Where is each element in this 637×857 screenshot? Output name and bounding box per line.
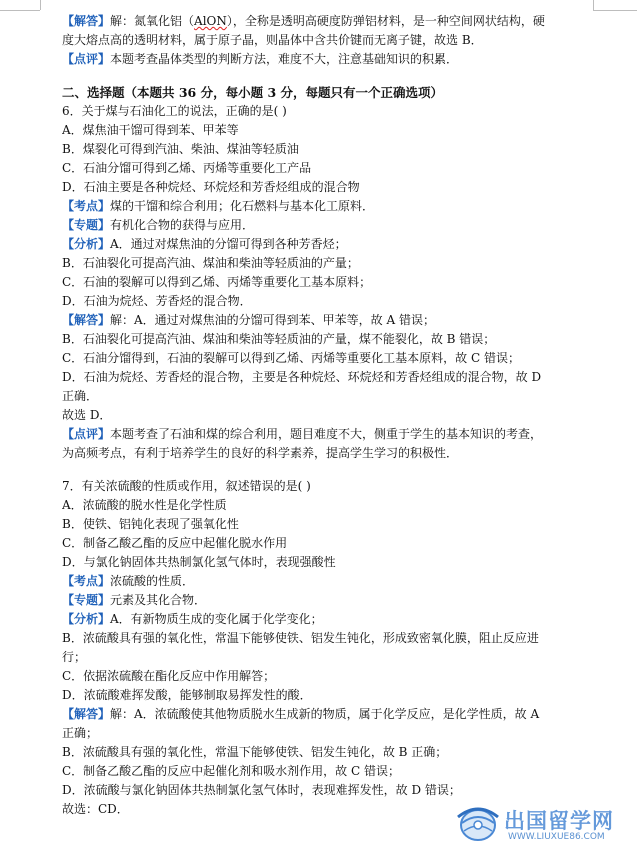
paragraph-gap: [62, 463, 602, 477]
text-line: [62, 31, 602, 50]
text-line: [62, 629, 602, 648]
line-text: 故选 D．: [62, 408, 112, 422]
line-text: 故选：CD．: [62, 802, 129, 816]
line-text: A．有新物质生成的变化属于化学变化；: [110, 612, 323, 626]
line-text: A．通过对煤焦油的分馏可得到各种芳香烃；: [110, 237, 347, 251]
paragraph-gap: [62, 69, 602, 83]
margin-mark-left-v: [40, 0, 41, 10]
line-text: 度大熔点高的透明材料，属于原子晶，则晶体中含共价键而无离子键，故选 B．: [62, 33, 483, 47]
section-tag: 【点评】: [62, 427, 111, 441]
section-heading: [62, 83, 602, 102]
line-text: 本题考查晶体类型的判断方法，难度不大，注意基础知识的积累．: [110, 52, 459, 66]
line-text: C．石油分馏可得到乙烯、丙烯等重要化工产品: [62, 161, 312, 175]
line-text: B．浓硫酸具有强的氧化性，常温下能够使铁、铝发生钝化，形成致密氧化膜，阻止反应进: [62, 631, 539, 645]
line-text: C．制备乙酸乙酯的反应中起催化脱水作用: [62, 536, 288, 550]
line-text: A．煤焦油干馏可得到苯、甲苯等: [62, 123, 239, 137]
line-text: 解：A．通过对煤焦油的分馏可得到苯、甲苯等，故 A 错误；: [110, 313, 435, 327]
line-text: C．石油的裂解可以得到乙烯、丙烯等重要化工基本原料；: [62, 275, 372, 289]
text-line: [62, 197, 602, 216]
line-text: B．浓硫酸具有强的氧化性，常温下能够使铁、铝发生钝化，故 B 正确；: [62, 745, 448, 759]
line-text: 浓硫酸的性质．: [110, 574, 195, 588]
text-line: [62, 254, 602, 273]
text-line: [62, 349, 602, 368]
text-line: [62, 330, 602, 349]
line-text: C．制备乙酸乙酯的反应中起催化剂和吸水剂作用，故 C 错误；: [62, 764, 400, 778]
section-tag: 【专题】: [62, 218, 111, 232]
text-line: [62, 406, 602, 425]
line-text: B．石油裂化可提高汽油、煤油和柴油等轻质油的产量，煤不能裂化，故 B 错误；: [62, 332, 496, 346]
line-text: 为高频考点，有利于培养学生的良好的科学素养，提高学生学习的积极性．: [62, 446, 459, 460]
line-text: 煤的干馏和综合利用；化石燃料与基本化工原料．: [110, 199, 375, 213]
text-line: [62, 667, 602, 686]
line-text: D．石油为烷烃、芳香烃的混合物．: [62, 294, 252, 308]
text-line: [62, 553, 602, 572]
section-tag: 【考点】: [62, 574, 111, 588]
text-line: [62, 292, 602, 311]
text-line: [62, 444, 602, 463]
text-line: [62, 102, 602, 121]
text-line: [62, 368, 602, 387]
section-tag: 【解答】: [62, 707, 111, 721]
margin-mark-right: [593, 10, 637, 11]
text-line: [62, 534, 602, 553]
globe-logo-icon: [456, 803, 500, 843]
line-text: C．石油分馏得到，石油的裂解可以得到乙烯、丙烯等重要化工基本原料，故 C 错误；: [62, 351, 520, 365]
document-body: [62, 12, 602, 819]
line-text: B．石油裂化可提高汽油、煤油和柴油等轻质油的产量；: [62, 256, 359, 270]
margin-mark-left: [0, 10, 40, 11]
text-line: [62, 387, 602, 406]
site-watermark: [456, 801, 631, 851]
text-line: [62, 648, 602, 667]
text-line: [62, 572, 602, 591]
text-line: [62, 311, 602, 330]
line-text: 行；: [62, 650, 87, 664]
section-tag: 【点评】: [62, 52, 111, 66]
text-line: [62, 591, 602, 610]
line-text: 元素及其化合物．: [110, 593, 207, 607]
text-line: [62, 724, 602, 743]
text-line: [62, 762, 602, 781]
text-line: [62, 121, 602, 140]
spellcheck-underlined-term: AlON: [194, 14, 227, 28]
line-text: D．浓硫酸与氯化钠固体共热制氯化氢气体时，表现难挥发性，故 D 错误；: [62, 783, 461, 797]
text-line: [62, 159, 602, 178]
line-text: 二、选择题（本题共 36 分，每小题 3 分，每题只有一个正确选项）: [62, 85, 444, 100]
line-text: D．石油为烷烃、芳香烃的混合物，主要是各种烷烃、环烷烃和芳香烃组成的混合物，故 D: [62, 370, 542, 384]
text-line: [62, 515, 602, 534]
line-text: B．煤裂化可得到汽油、柴油、煤油等轻质油: [62, 142, 299, 156]
section-tag: 【解答】: [62, 14, 111, 28]
text-line: [62, 610, 602, 629]
line-text: 正确．: [62, 389, 99, 403]
text-line: [62, 686, 602, 705]
section-tag: 【解答】: [62, 313, 111, 327]
line-text: C．依据浓硫酸在酯化反应中作用解答；: [62, 669, 276, 683]
text-line: [62, 425, 602, 444]
margin-mark-right-v: [593, 0, 594, 10]
line-text: D．浓硫酸难挥发酸，能够制取易挥发性的酸．: [62, 688, 312, 702]
text-line: [62, 12, 602, 31]
text-line: [62, 273, 602, 292]
line-text: 解：A．浓硫酸使其他物质脱水生成新的物质，属于化学反应，是化学性质，故 A: [110, 707, 540, 721]
section-tag: 【考点】: [62, 199, 111, 213]
section-tag: 【专题】: [62, 593, 111, 607]
section-tag: 【分析】: [62, 237, 111, 251]
line-text: A．浓硫酸的脱水性是化学性质: [62, 498, 227, 512]
text-line: [62, 781, 602, 800]
line-text: 7．有关浓硫酸的性质或作用，叙述错误的是( ): [62, 479, 311, 493]
section-tag: 【分析】: [62, 612, 111, 626]
line-text: D．石油主要是各种烷烃、环烷烃和芳香烃组成的混合物: [62, 180, 360, 194]
line-text: D．与氯化钠固体共热制氯化氢气体时，表现强酸性: [62, 555, 336, 569]
line-text: 6．关于煤与石油化工的说法，正确的是( ): [62, 104, 287, 118]
text-line: [62, 743, 602, 762]
watermark-name: 出国留学网: [504, 809, 614, 833]
watermark-url: WWW.LIUXUE86.COM: [508, 832, 605, 842]
text-line: [62, 705, 602, 724]
line-text-prefix: 解：氮氧化铝（: [110, 14, 195, 28]
line-text: 正确；: [62, 726, 99, 740]
line-text: 本题考查了石油和煤的综合利用，题目难度不大，侧重于学生的基本知识的考查，: [110, 427, 543, 441]
text-line: [62, 140, 602, 159]
line-text: 有机化合物的获得与应用．: [110, 218, 255, 232]
text-line: [62, 496, 602, 515]
text-line: [62, 477, 602, 496]
text-line: [62, 50, 602, 69]
line-text: B．使铁、铝钝化表现了强氧化性: [62, 517, 239, 531]
text-line: [62, 235, 602, 254]
line-text: ），全称是透明高硬度防弹铝材料，是一种空间网状结构，硬: [226, 14, 545, 28]
text-line: [62, 216, 602, 235]
text-line: [62, 178, 602, 197]
